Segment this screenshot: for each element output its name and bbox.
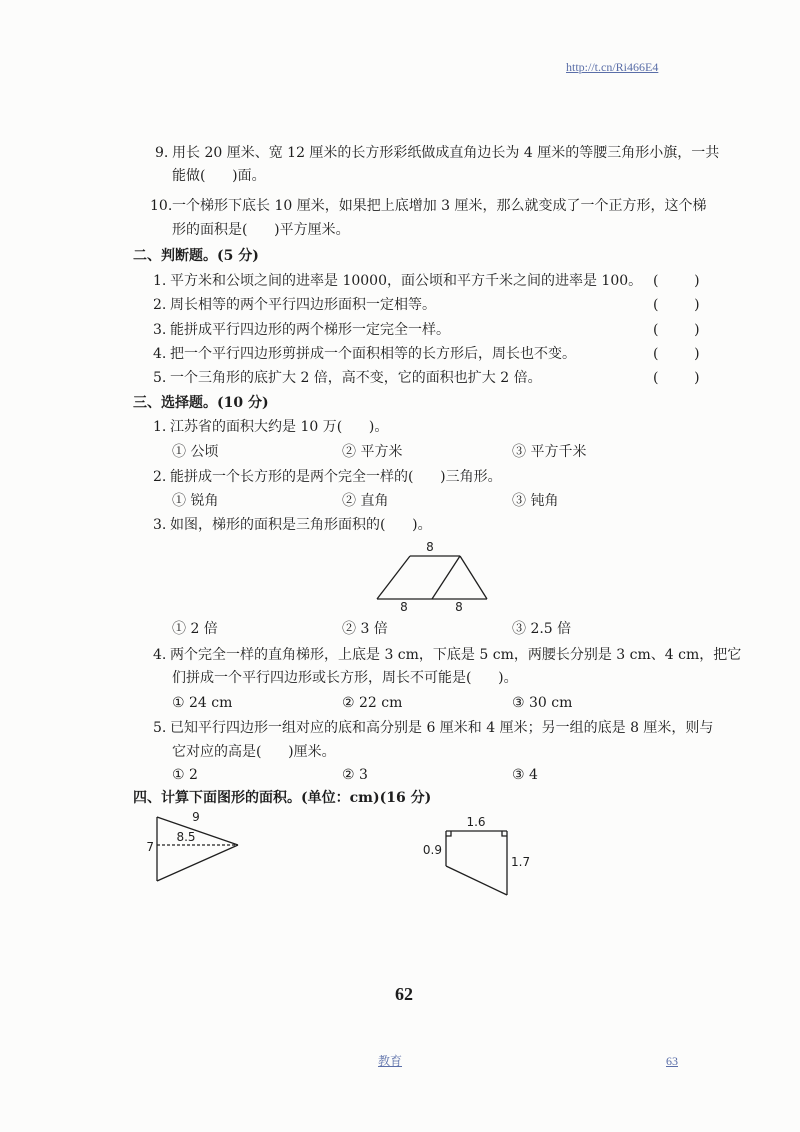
label-top: 8 [426,540,434,554]
question-10-line-2: 形的面积是( )平方厘米。 [172,222,350,238]
true-false-item-5 [153,369,542,387]
question-text: 用长 20 厘米、宽 12 厘米的长方形彩纸做成直角边长为 4 厘米的等腰三角形小旗，一共 [172,145,720,161]
question-text: 江苏省的面积大约是 10 万( )。 [170,419,389,435]
trapezoid-left-edge [377,556,410,599]
answer-bracket-4: ( ) [653,346,700,362]
choice-question-3 [153,516,432,534]
question-9-line-2: 能做( )面。 [172,168,266,184]
label-height: 8.5 [176,830,196,844]
section-true-false-title: 二、判断题。(5 分) [133,248,259,264]
answer-bracket-5: ( ) [653,370,700,386]
choice-4-option-2: ② 22 cm [342,695,403,711]
choice-question-4-line-1 [153,646,741,664]
choice-question-2 [153,468,502,486]
item-number: 5. [153,370,167,386]
triangle-bottom-edge [157,845,238,881]
right-angle-mark-right [502,831,507,836]
answer-bracket-1: ( ) [653,273,700,289]
right-trapezoid-figure [415,812,540,902]
question-number: 4. [153,647,167,663]
item-text: 把一个平行四边形剪拼成一个面积相等的长方形后，周长也不变。 [170,346,576,362]
section-multiple-choice-title: 三、选择题。(10 分) [133,395,269,411]
choice-2-option-1: ① 锐角 [172,493,219,509]
question-number: 10. [150,198,173,214]
question-number: 1. [153,419,167,435]
page-number: 62 [395,984,413,1004]
choice-2-option-2: ② 直角 [342,493,389,509]
item-text: 能拼成平行四边形的两个梯形一定完全一样。 [170,322,450,338]
label-left: 0.9 [422,843,442,857]
choice-3-option-3: ③ 2.5 倍 [512,621,572,637]
label-side: 9 [192,810,200,824]
item-number: 4. [153,346,167,362]
question-text: 两个完全一样的直角梯形，上底是 3 cm，下底是 5 cm，两腰长分别是 3 cm、4 cm，把它 [170,647,742,663]
choice-2-option-3: ③ 钝角 [512,493,559,509]
item-number: 1. [153,273,167,289]
choice-question-5-line-1 [153,719,713,737]
choice-question-5-line-2: 它对应的高是( )厘米。 [172,744,336,760]
choice-1-option-3: ③ 平方千米 [512,444,587,460]
item-text: 一个三角形的底扩大 2 倍，高不变，它的面积也扩大 2 倍。 [170,370,542,386]
item-number: 3. [153,322,167,338]
question-number: 3. [153,517,167,533]
source-url-link[interactable]: http://t.cn/Ri466E4 [566,60,659,74]
question-text: 一个梯形下底长 10 厘米，如果把上底增加 3 厘米，那么就变成了一个正方形，这个梯 [172,198,707,214]
answer-bracket-2: ( ) [653,297,700,313]
label-bottom-right: 8 [455,600,463,614]
item-text: 周长相等的两个平行四边形面积一定相等。 [170,297,436,313]
choice-1-option-1: ① 公顷 [172,444,219,460]
right-angle-mark-left [446,831,451,836]
answer-bracket-3: ( ) [653,322,700,338]
choice-question-4-line-2: 们拼成一个平行四边形或长方形，周长不可能是( )。 [172,670,518,686]
label-bottom-left: 8 [400,600,408,614]
label-base: 7 [146,840,154,854]
choice-1-option-2: ② 平方米 [342,444,403,460]
choice-5-option-2: ② 3 [342,767,368,783]
true-false-item-3 [153,321,450,339]
true-false-item-4 [153,345,576,363]
choice-3-option-1: ① 2 倍 [172,621,218,637]
choice-4-option-3: ③ 30 cm [512,695,573,711]
footer-link-education[interactable]: 教育 [378,1054,403,1068]
footer-link-page[interactable]: 63 [666,1054,678,1068]
question-10-line-1 [150,197,707,215]
section-area-title: 四、计算下面图形的面积。(单位：cm)(16 分) [133,790,432,806]
trapezoid-slanted-edge [446,866,507,895]
true-false-item-1 [153,272,642,290]
trapezoid-right-edge [460,556,487,599]
question-number: 2. [153,469,167,485]
question-number: 9. [155,145,169,161]
question-text: 能拼成一个长方形的是两个完全一样的( )三角形。 [170,469,502,485]
choice-question-1 [153,418,388,436]
question-number: 5. [153,720,167,736]
triangle-divider-line [432,556,460,599]
question-9-line-1 [155,144,719,162]
choice-5-option-3: ③ 4 [512,767,538,783]
question-text: 已知平行四边形一组对应的底和高分别是 6 厘米和 4 厘米；另一组的底是 8 厘米，则与 [170,720,714,736]
item-number: 2. [153,297,167,313]
item-text: 平方米和公顷之间的进率是 10000，面公顷和平方千米之间的进率是 100。 [170,273,643,289]
trapezoid-triangle-figure [360,535,500,617]
choice-4-option-1: ① 24 cm [172,695,233,711]
choice-5-option-1: ① 2 [172,767,198,783]
label-right: 1.7 [511,855,531,869]
triangle-figure [140,808,250,890]
true-false-item-2 [153,296,436,314]
question-text: 如图，梯形的面积是三角形面积的( )。 [170,517,432,533]
label-top: 1.6 [466,815,486,829]
choice-3-option-2: ② 3 倍 [342,621,388,637]
